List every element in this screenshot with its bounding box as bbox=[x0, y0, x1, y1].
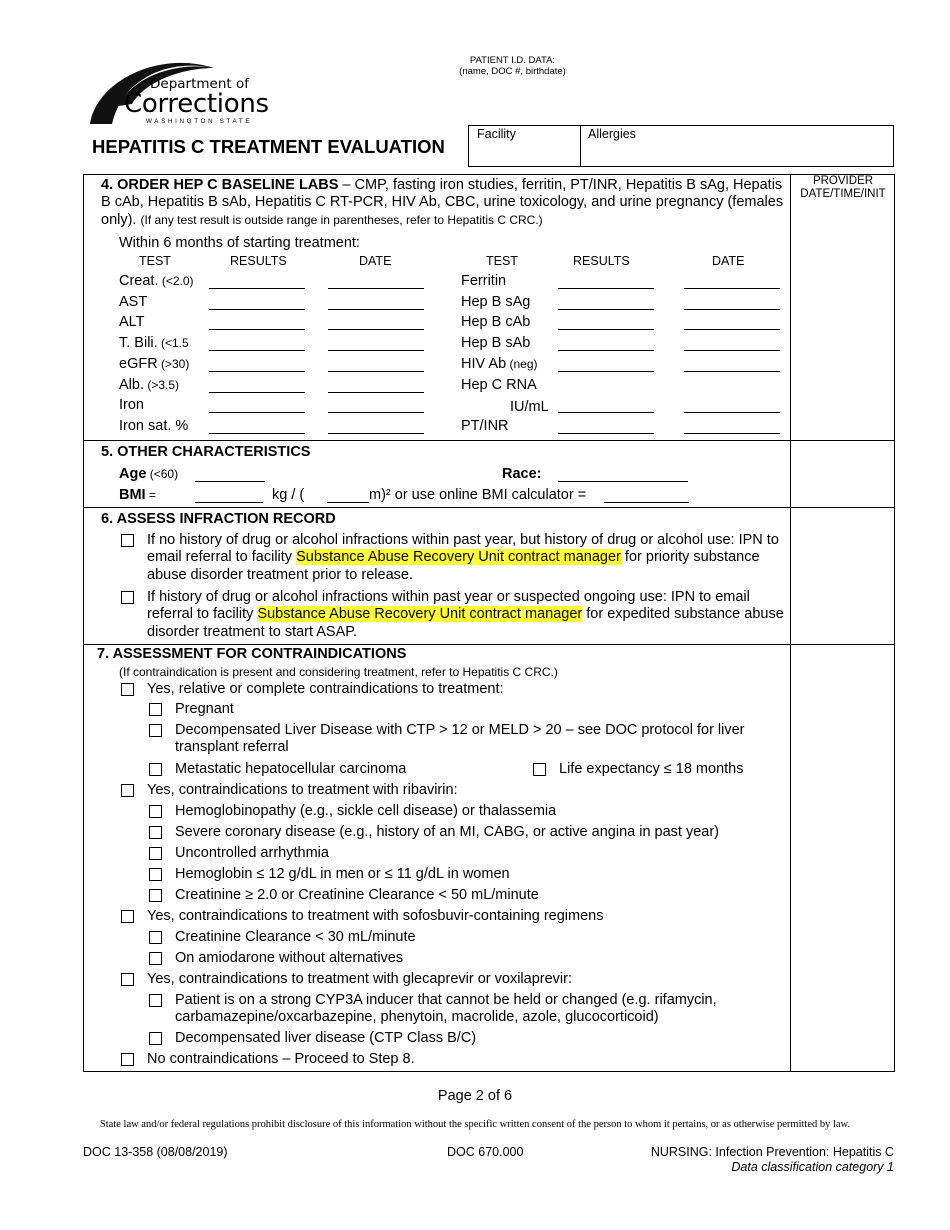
lab-test-name: Hep C RNA bbox=[461, 376, 537, 393]
age-field[interactable] bbox=[195, 481, 265, 482]
section4-note: (If any test result is outside range in parentheses, refer to Hepatitis C CRC.) bbox=[140, 212, 543, 227]
life-expectancy-checkbox[interactable] bbox=[533, 763, 546, 776]
lab-result-field[interactable] bbox=[209, 309, 305, 310]
contra-sofosbuvir-text: Yes, contraindications to treatment with sofosbuvir-containing regimens bbox=[147, 908, 604, 924]
contraindication-text: Uncontrolled arrhythmia bbox=[175, 844, 329, 861]
section6-title: ASSESS INFRACTION RECORD bbox=[116, 511, 336, 527]
col-test-right: TEST bbox=[486, 254, 518, 268]
bmi-label-text: BMI bbox=[119, 487, 146, 503]
lab-date-field[interactable] bbox=[684, 412, 780, 413]
lab-test-name: Alb. (>3.5) bbox=[119, 376, 180, 393]
patient-id-label bbox=[430, 55, 595, 77]
patient-id-title: PATIENT I.D. DATA: bbox=[469, 55, 556, 66]
col-test-left: TEST bbox=[139, 254, 171, 268]
contra-ribavirin-checkbox[interactable] bbox=[121, 784, 134, 797]
lab-test-name: Iron bbox=[119, 397, 144, 414]
logo-state-text: WASHINGTON STATE bbox=[146, 118, 253, 125]
contraindication-text: On amiodarone without alternatives bbox=[175, 950, 404, 966]
col-date-left: DATE bbox=[359, 254, 392, 268]
provider-label: PROVIDER bbox=[812, 175, 874, 187]
lab-date-field[interactable] bbox=[328, 288, 424, 289]
section5-title: OTHER CHARACTERISTICS bbox=[117, 444, 311, 460]
lab-date-field[interactable] bbox=[328, 350, 424, 351]
lab-date-field[interactable] bbox=[328, 412, 424, 413]
contraindication-checkbox[interactable] bbox=[149, 847, 162, 860]
lab-result-field[interactable] bbox=[558, 433, 654, 434]
cyp3a-checkbox[interactable] bbox=[149, 994, 162, 1007]
no-contra-checkbox[interactable] bbox=[121, 1053, 134, 1066]
lab-date-field[interactable] bbox=[328, 329, 424, 330]
form-title: HEPATITIS C TREATMENT EVALUATION bbox=[92, 136, 445, 157]
lab-test-name: PT/INR bbox=[461, 417, 509, 434]
race-label: Race: bbox=[502, 466, 542, 482]
lab-test-name: Creat. (<2.0) bbox=[119, 273, 194, 289]
form-number: DOC 13-358 (08/08/2019) bbox=[83, 1145, 228, 1159]
lab-date-field[interactable] bbox=[684, 329, 780, 330]
contraindication-checkbox[interactable] bbox=[149, 826, 162, 839]
provider-column-header bbox=[792, 175, 894, 201]
section-divider bbox=[83, 507, 895, 508]
lab-date-field[interactable] bbox=[684, 371, 780, 372]
contraindication-checkbox[interactable] bbox=[149, 805, 162, 818]
logo-corrections-text: Corrections bbox=[124, 89, 269, 119]
age-range: (<60) bbox=[146, 467, 179, 481]
lab-date-field[interactable] bbox=[328, 371, 424, 372]
infraction-none-text: If no history of drug or alcohol infractions within past year, but history of drug or alcohol use: IPN to email referral to facility Substance Abuse Recovery Unit contract manager for priority substance abuse disorder treatment prior to release. bbox=[147, 532, 779, 583]
lab-test-name: T. Bili. (<1.5 bbox=[119, 335, 189, 352]
life-expectancy-text: Life expectancy ≤ 18 months bbox=[559, 761, 744, 777]
contraindication-checkbox[interactable] bbox=[149, 868, 162, 881]
bmi-label bbox=[119, 487, 156, 504]
legal-notice: State law and/or federal regulations prohibit disclosure of this information without the specific written consent of the person to whom it pertains, or as otherwise permitted by law. bbox=[99, 1119, 851, 1130]
lab-result-field[interactable] bbox=[558, 288, 654, 289]
section7-note: (If contraindication is present and considering treatment, refer to Hepatitis C CRC.) bbox=[119, 665, 558, 679]
lab-test-name: AST bbox=[119, 293, 148, 310]
contraindication-text: Creatinine ≥ 2.0 or Creatinine Clearance < 50 mL/minute bbox=[175, 886, 539, 903]
lab-result-field[interactable] bbox=[558, 329, 654, 330]
lab-result-field[interactable] bbox=[558, 350, 654, 351]
lab-test-name: Hep B sAg bbox=[461, 293, 531, 310]
lab-result-field[interactable] bbox=[209, 350, 305, 351]
col-date-right: DATE bbox=[712, 254, 745, 268]
decomp-liver-checkbox[interactable] bbox=[149, 724, 162, 737]
metastatic-checkbox[interactable] bbox=[149, 763, 162, 776]
facility-field[interactable]: Facility bbox=[477, 127, 516, 141]
section4-number: 4. bbox=[101, 177, 114, 193]
patient-id-subtitle: (name, DOC #, birthdate) bbox=[459, 66, 566, 77]
lab-test-name: Hep B sAb bbox=[461, 335, 531, 352]
lab-date-field[interactable] bbox=[328, 309, 424, 310]
decomp-liver-text: Decompensated Liver Disease with CTP > 12 or MELD > 20 – see DOC protocol for liver transplant referral bbox=[175, 722, 745, 756]
lab-result-field[interactable] bbox=[209, 392, 305, 393]
contra-glecaprevir-text: Yes, contraindications to treatment with glecaprevir or voxilaprevir: bbox=[147, 971, 572, 987]
section7-heading bbox=[97, 646, 406, 663]
col-results-right: RESULTS bbox=[573, 254, 630, 268]
infraction-none-checkbox[interactable] bbox=[121, 534, 134, 547]
nursing-category: NURSING: Infection Prevention: Hepatitis C bbox=[650, 1145, 894, 1159]
age-label bbox=[119, 466, 178, 483]
section4-intro bbox=[101, 177, 786, 229]
provider-datetime-label: DATE/TIME/INIT bbox=[800, 188, 886, 200]
facility-allergies-box bbox=[468, 125, 894, 167]
lab-date-field[interactable] bbox=[684, 288, 780, 289]
contraindication-checkbox[interactable] bbox=[149, 952, 162, 965]
within-six-months: Within 6 months of starting treatment: bbox=[119, 235, 360, 251]
page-number: Page 2 of 6 bbox=[437, 1088, 513, 1104]
iu-ml-label: IU/mL bbox=[510, 399, 549, 415]
policy-number: DOC 670.000 bbox=[447, 1145, 524, 1159]
lab-result-field[interactable] bbox=[209, 288, 305, 289]
lab-test-name: Hep B cAb bbox=[461, 314, 531, 331]
contra-glecaprevir-checkbox[interactable] bbox=[121, 973, 134, 986]
contra-relative-checkbox[interactable] bbox=[121, 683, 134, 696]
lab-test-name: Iron sat. % bbox=[119, 417, 189, 434]
doc-logo bbox=[88, 54, 268, 126]
col-results-left: RESULTS bbox=[230, 254, 287, 268]
lab-date-field[interactable] bbox=[328, 433, 424, 434]
lab-test-name: ALT bbox=[119, 314, 145, 331]
section6-heading bbox=[101, 511, 336, 528]
metastatic-text: Metastatic hepatocellular carcinoma bbox=[175, 761, 407, 777]
lab-result-field[interactable] bbox=[558, 309, 654, 310]
lab-result-field[interactable] bbox=[209, 329, 305, 330]
bmi-result-field[interactable] bbox=[604, 502, 689, 503]
decomp-class-text: Decompensated liver disease (CTP Class B/C) bbox=[175, 1030, 477, 1046]
bmi-m2-text: m)² or use online BMI calculator = bbox=[369, 487, 587, 503]
highlight-contract-manager: Substance Abuse Recovery Unit contract manager bbox=[257, 606, 583, 623]
section7-title: ASSESSMENT FOR CONTRAINDICATIONS bbox=[112, 646, 407, 662]
lab-date-field[interactable] bbox=[684, 350, 780, 351]
cyp3a-text: Patient is on a strong CYP3A inducer that cannot be held or changed (e.g. rifamycin, carbamazepine/oxcarbazepine, phenytoin, macrolide, azole, glucocorticoid) bbox=[175, 992, 717, 1026]
allergies-field[interactable]: Allergies bbox=[588, 127, 636, 141]
section4-text: – CMP, fasting iron studies, ferritin, PT/INR, Hepatitis B sAg, Hepatis B cAb, Hepatitis B sAb, Hepatitis C RT-PCR, HIV Ab, CBC, urine toxicology, and urine pregnancy (females only). bbox=[101, 177, 784, 228]
section5-heading bbox=[101, 444, 310, 461]
lab-test-name: HIV Ab (neg) bbox=[461, 355, 538, 372]
contraindication-checkbox[interactable] bbox=[149, 931, 162, 944]
logo-dept-text: Department of bbox=[150, 76, 249, 92]
lab-result-field[interactable] bbox=[209, 371, 305, 372]
pregnant-text: Pregnant bbox=[175, 701, 234, 717]
contraindication-checkbox[interactable] bbox=[149, 889, 162, 902]
bmi-kg-field[interactable] bbox=[195, 502, 263, 503]
bmi-m-field[interactable] bbox=[327, 502, 369, 503]
no-contra-text: No contraindications – Proceed to Step 8. bbox=[147, 1051, 415, 1067]
lab-test-name: eGFR (>30) bbox=[119, 355, 190, 372]
section7-number: 7. bbox=[97, 646, 110, 662]
section-divider bbox=[83, 440, 895, 441]
bmi-equals: = bbox=[145, 488, 156, 502]
race-field[interactable] bbox=[558, 481, 688, 482]
infraction-history-text: If history of drug or alcohol infractions within past year or suspected ongoing use: IPN to email referral to facility Substance Abuse Recovery Unit contract manager for expedited substance abuse disorder treatment to start ASAP. bbox=[147, 589, 784, 640]
lab-result-field[interactable] bbox=[558, 412, 654, 413]
contra-ribavirin-text: Yes, contraindications to treatment with ribavirin: bbox=[147, 782, 458, 798]
contraindication-text: Severe coronary disease (e.g., history of an MI, CABG, or active angina in past year) bbox=[175, 823, 720, 840]
highlight-contract-manager: Substance Abuse Recovery Unit contract manager bbox=[296, 549, 621, 566]
contraindication-text: Hemoglobinopathy (e.g., sickle cell disease) or thalassemia bbox=[175, 803, 557, 819]
contra-relative-text: Yes, relative or complete contraindications to treatment: bbox=[147, 681, 504, 697]
section6-number: 6. bbox=[101, 511, 114, 527]
contra-sofosbuvir-checkbox[interactable] bbox=[121, 910, 134, 923]
contraindication-text: Hemoglobin ≤ 12 g/dL in men or ≤ 11 g/dL in women bbox=[175, 865, 510, 882]
lab-test-name: Ferritin bbox=[461, 273, 507, 289]
decomp-class-checkbox[interactable] bbox=[149, 1032, 162, 1045]
section4-heading: ORDER HEP C BASELINE LABS bbox=[117, 177, 339, 193]
lab-result-field[interactable] bbox=[558, 371, 654, 372]
infraction-history-checkbox[interactable] bbox=[121, 591, 134, 604]
lab-date-field[interactable] bbox=[684, 433, 780, 434]
provider-column-divider bbox=[790, 174, 791, 1072]
footer-category bbox=[651, 1145, 894, 1175]
age-label-text: Age bbox=[119, 466, 147, 482]
bmi-kg-text: kg / ( bbox=[272, 487, 305, 503]
lab-result-field[interactable] bbox=[209, 433, 305, 434]
data-classification: Data classification category 1 bbox=[731, 1160, 894, 1174]
pregnant-checkbox[interactable] bbox=[149, 703, 162, 716]
contraindication-text: Creatinine Clearance < 30 mL/minute bbox=[175, 929, 416, 945]
lab-date-field[interactable] bbox=[328, 392, 424, 393]
section5-number: 5. bbox=[101, 444, 114, 460]
section-divider bbox=[83, 644, 895, 645]
lab-date-field[interactable] bbox=[684, 309, 780, 310]
lab-result-field[interactable] bbox=[209, 412, 305, 413]
